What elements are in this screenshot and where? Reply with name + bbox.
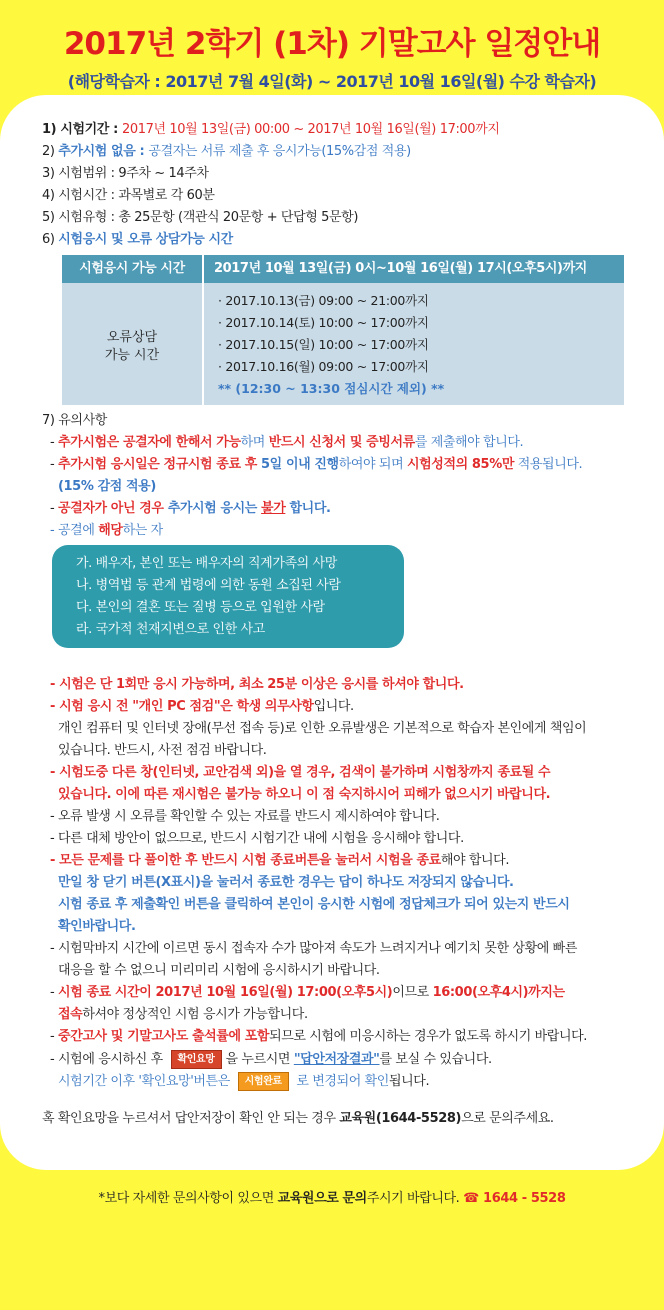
- rule-late-access-line: 대응을 할 수 없으니 미리미리 시험에 응시하시기 바랍니다.: [58, 963, 380, 978]
- support-slot: · 2017.10.15(일) 10:00 ~ 17:00까지: [218, 337, 429, 352]
- reason-item: 다. 본인의 결혼 또는 질병 등으로 입원한 사람: [76, 600, 325, 615]
- rule-text: 입니다.: [313, 699, 354, 714]
- rule-text: 됩니다.: [388, 1074, 430, 1089]
- rule-strong: 중간고사 및 기말고사도 출석률에 포함: [58, 1029, 270, 1044]
- note-strong: 추가시험 응시일은 정규시험 종료 후: [58, 457, 262, 472]
- contact-strong: 교육원(1644-5528): [339, 1111, 462, 1126]
- note-makeup-date: [50, 456, 582, 474]
- note-strong: 5일 이내 진행: [261, 457, 339, 472]
- item-label: 1) 시험기간 :: [42, 122, 122, 137]
- note-strong: 공결자가 아닌 경우: [58, 501, 168, 516]
- note-text: 하며: [240, 435, 269, 450]
- item-value: 공결자는 서류 제출 후 응시가능(15%감점 적용): [148, 144, 411, 159]
- note-text: 하는 자: [122, 523, 163, 538]
- schedule-body-right: [204, 283, 624, 405]
- rule-text: 되므로 시험에 미응시하는 경우가 없도록 하시기 바랍니다.: [269, 1029, 587, 1044]
- bullet: -: [50, 1029, 59, 1044]
- note-text: 를 제출해야 합니다.: [414, 435, 524, 450]
- note-strong: 시험성적의: [406, 457, 472, 472]
- rule-deadline: [50, 984, 565, 1002]
- item-strong: 추가시험 없음 :: [58, 144, 149, 159]
- rule-pc-check-line: 개인 컴퓨터 및 인터넷 장애(무선 접속 등)로 인한 오류발생은 기본적으로 학습자 본인에게 책임이: [58, 721, 587, 736]
- rule-error-evidence: - 오류 발생 시 오류를 확인할 수 있는 자료를 반드시 제시하여야 합니다.: [50, 809, 440, 824]
- support-slot: · 2017.10.14(토) 10:00 ~ 17:00까지: [218, 315, 429, 330]
- bullet: -: [50, 985, 59, 1000]
- item-format: 5) 시험유형 : 총 25문항 (객관식 20문항 + 단답형 5문항): [42, 210, 358, 225]
- page-subtitle: (해당학습자 : 2017년 7월 4일(화) ~ 2017년 10월 16일(월) 수강 학습자): [67, 72, 597, 91]
- rule-text: 하셔야 정상적인 시험 응시가 가능합니다.: [82, 1007, 308, 1022]
- rule-strong: 접속: [58, 1007, 83, 1022]
- rule-strong: 시험을 종료: [375, 853, 441, 868]
- contact-note: [42, 1110, 554, 1128]
- note-excused-cases: [50, 522, 163, 540]
- rule-strong: 있습니다. 이에 따른 재시험은 불가능 하오니 이 점 숙지하시어 피해가 없으시기 바랍니다.: [58, 787, 551, 802]
- rule-no-alternative: - 다른 대체 방안이 없으므로, 반드시 시험기간 내에 시험을 응시해야 합니다.: [50, 831, 464, 846]
- note-strong: 85%만: [471, 457, 514, 472]
- schedule-body-left: [62, 283, 202, 405]
- rule-strong: - 모든 문제를 다 풀이한 후 반드시 시험 종료버튼을 눌러서: [50, 853, 376, 868]
- rule-text: 이므로: [392, 985, 433, 1000]
- item-value: 2017년 10월 13일(금) 00:00 ~ 2017년 10월 16일(월) 17:00까지: [122, 122, 500, 137]
- rule-strong: 확인바랍니다.: [58, 919, 136, 934]
- rule-other-window: [50, 764, 550, 782]
- rule-strong: 시험 종료 시간이 2017년 10월 16일(월) 17:00(오후5시): [58, 985, 393, 1000]
- item-label: 6): [42, 232, 59, 247]
- rule-pc-check-line: 있습니다. 반드시, 사전 점검 바랍니다.: [58, 743, 267, 758]
- rule-text: 을 누르시면: [225, 1052, 294, 1067]
- item-support-hours: [42, 231, 233, 249]
- notice-card: [0, 95, 664, 1170]
- note-strong: 합니다.: [285, 501, 331, 516]
- rule-strong: "개인 PC 점검"은 학생 의무사항: [132, 699, 314, 714]
- reason-item: 나. 병역법 등 관계 법령에 의한 동원 소집된 사람: [76, 578, 341, 593]
- rule-confirm-button: [50, 1050, 492, 1069]
- rule-text: - 시험에 응시하신 후: [50, 1052, 167, 1067]
- phone-number: ☎ 1644 - 5528: [463, 1191, 566, 1206]
- excused-reasons-box: [52, 545, 404, 648]
- support-label: [62, 329, 202, 365]
- rule-pc-check: [50, 698, 354, 716]
- rule-text: 시험기간 이후 '확인요망'버튼은: [58, 1074, 234, 1089]
- rule-attendance: [50, 1028, 587, 1046]
- rule-strong: 16:00(오후4시)까지는: [432, 985, 565, 1000]
- rule-text: - 시험은 단 1회만 응시 가능하며, 최소 25분 이상은 응시를 하셔야 합니다.: [50, 677, 464, 692]
- page-header: [0, 0, 664, 95]
- note-strong: 추가시험 응시는: [167, 501, 262, 516]
- schedule-table: [62, 255, 624, 405]
- item-duration: 4) 시험시간 : 과목별로 각 60분: [42, 188, 215, 203]
- note-strong: 불가: [261, 501, 286, 516]
- reason-item: 라. 국가적 천재지변으로 인한 사고: [76, 622, 265, 637]
- item-label: 2): [42, 144, 59, 159]
- page-title: 2017년 2학기 (1차) 기말고사 일정안내: [63, 26, 601, 62]
- support-label-line: 가능 시간: [104, 348, 160, 363]
- note-text: 적용됩니다.: [513, 457, 583, 472]
- contact-text: 혹 확인요망을 누르셔서 답안저장이 확인 안 되는 경우: [42, 1111, 340, 1126]
- rule-other-window-line: [58, 786, 550, 804]
- bullet: -: [50, 457, 59, 472]
- note-makeup-eligibility: [50, 434, 523, 452]
- rule-strong: 시험 종료 후 제출확인 버튼을 클릭하여 본인이 응시한 시험에 정답체크가 되어 있는지 반드시: [58, 897, 570, 912]
- support-label-line: 오류상담: [106, 330, 158, 345]
- note-strong: 해당: [98, 523, 123, 538]
- exam-completed-button[interactable]: 시험완료: [238, 1072, 289, 1091]
- note-non-excused: [50, 500, 331, 518]
- rule-late-access: - 시험막바지 시간에 이르면 동시 접속자 수가 많아져 속도가 느려지거나 예기치 못한 상황에 빠른: [50, 941, 577, 956]
- rule-strong: - 시험 응시 전: [50, 699, 133, 714]
- item-range: 3) 시험범위 : 9주차 ~ 14주차: [42, 166, 209, 181]
- bullet: -: [50, 435, 59, 450]
- footer-strong: 교육원으로 문의: [277, 1191, 367, 1206]
- rule-end-button-line: [58, 874, 514, 892]
- rule-text: 로 변경되어 확인: [292, 1074, 389, 1089]
- schedule-head-right: 2017년 10월 13일(금) 0시~10월 16일(월) 17시(오후5시)까지: [204, 255, 624, 283]
- page-footer: [0, 1187, 664, 1206]
- reason-item: 가. 배우자, 본인 또는 배우자의 직계가족의 사망: [76, 556, 337, 571]
- lunch-note: ** (12:30 ~ 13:30 점심시간 제외) **: [218, 381, 445, 396]
- support-slot: · 2017.10.13(금) 09:00 ~ 21:00까지: [218, 293, 429, 308]
- rule-strong: 만일 창 닫기 버튼(X표시)을 눌러서 종료한 경우는 답이 하나도 저장되지 않습니다.: [58, 875, 514, 890]
- item-value: 시험응시 및 오류 상담가능 시간: [58, 232, 233, 247]
- rule-end-button-line: [58, 896, 570, 914]
- notes-heading: 7) 유의사항: [42, 413, 107, 428]
- contact-text: 으로 문의주세요.: [461, 1111, 554, 1126]
- footer-text: *보다 자세한 문의사항이 있으면: [98, 1191, 278, 1206]
- note-text: - 공결에: [50, 523, 99, 538]
- schedule-head-left: 시험응시 가능 시간: [62, 255, 202, 283]
- confirm-needed-button[interactable]: 확인요망: [171, 1050, 222, 1069]
- note-strong: 반드시 신청서 및 증빙서류: [268, 435, 415, 450]
- note-penalty: [58, 478, 156, 496]
- note-text: 하여야 되며: [338, 457, 407, 472]
- footer-text: 주시기 바랍니다.: [366, 1191, 464, 1206]
- rule-text: 해야 합니다.: [440, 853, 510, 868]
- rule-single-attempt: [50, 676, 464, 694]
- bullet: -: [50, 501, 59, 516]
- note-strong: (15% 감점 적용): [58, 479, 156, 494]
- item-exam-period: [42, 121, 499, 139]
- rule-confirm-button-line: [58, 1072, 429, 1091]
- rule-strong: - 시험도중 다른 창(인터넷, 교안검색 외)을 열 경우, 검색이 불가하며 시험창까지 종료될 수: [50, 765, 551, 780]
- rule-deadline-line: [58, 1006, 308, 1024]
- item-no-makeup: [42, 143, 411, 161]
- rule-end-button: [50, 852, 509, 870]
- rule-strong: "답안저장결과": [293, 1052, 380, 1067]
- rule-text: 를 보실 수 있습니다.: [379, 1052, 492, 1067]
- rule-end-button-line: [58, 918, 136, 936]
- support-slot: · 2017.10.16(월) 09:00 ~ 17:00까지: [218, 359, 429, 374]
- note-strong: 추가시험은 공결자에 한해서 가능: [58, 435, 241, 450]
